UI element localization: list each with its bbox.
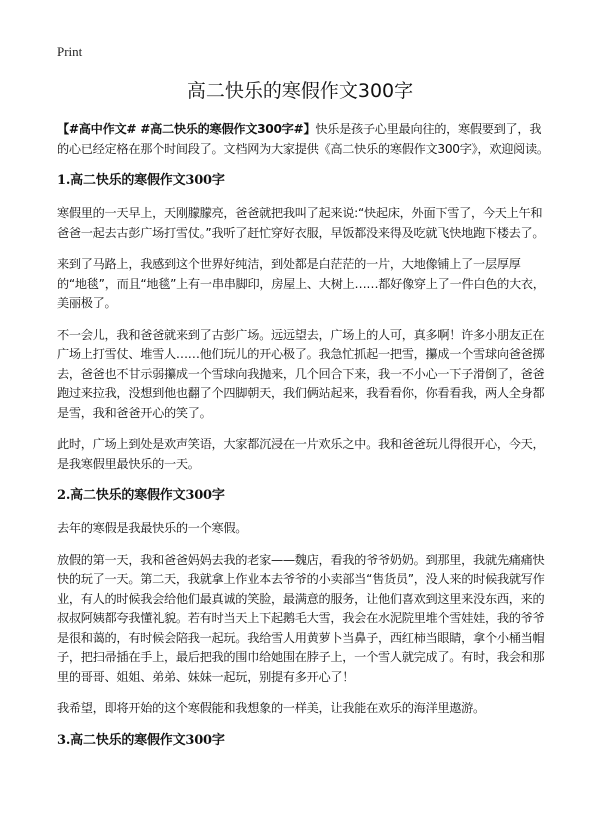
paragraph: 我希望，即将开始的这个寒假能和我想象的一样美，让我能在欢乐的海洋里遨游。 (57, 701, 485, 715)
paragraph: 放假的第一天，我和爸爸妈妈去我的老家——魏店，看我的爷爷奶奶。到那里，我就先痛痛快快的玩了一天。第二天，我就拿上作业本去爷爷的小卖部当“售货员”，没人来的时候我就写作业，有人的时候我会给他们最真诚的笑脸，最满意的服务，让他们喜欢到这里来没东西，来的叔叔阿姨都夸我懂礼貌。若有时当天上下起鹅毛大雪，我会在水泥院里堆个雪娃娃，我的爷爷是很和蔼的，有时候会陪我一起玩。我给雪人用黄萝卜当鼻子，西红柿当眼睛，拿个小桶当帽子，把扫帚插在手上，最后把我的围巾给她围在脖子上，一个雪人就完成了。有时，我会和那里的哥哥、姐姐、弟弟、妹妹一起玩，别提有多开心了！ (57, 552, 545, 684)
section-heading-1: 1.高二快乐的寒假作文300字 (57, 173, 225, 188)
paragraph: 去年的寒假是我最快乐的一个寒假。 (57, 521, 248, 535)
intro-paragraph (57, 120, 550, 159)
paragraph: 来到了马路上，我感到这个世界好纯洁，到处都是白茫茫的一片，大地像铺上了一层厚厚的“地毯”，而且“地毯”上有一串串脚印，房屋上、大树上……都好像穿上了一件白色的大衣，美丽极了。 (57, 257, 545, 310)
paragraph: 不一会儿，我和爸爸就来到了古彭广场。远远望去，广场上的人可，真多啊！许多小朋友正在广场上打雪仗、堆雪人……他们玩儿的开心极了。我急忙抓起一把雪，攥成一个雪球向爸爸掷去，爸爸也不甘示弱攥成一个雪球向我抛来，几个回合下来，我一不小心一下子滑倒了，爸爸跑过来拉我，没想到他也翻了个四脚朝天，我们俩站起来，我看看你，你看看我，两人全身都是雪，我和爸爸开心的笑了。 (57, 327, 545, 420)
paragraph: 寒假里的一天早上，天刚朦朦亮，爸爸就把我叫了起来说:“快起床，外面下雪了，今天上午和爸爸一起去古彭广场打雪仗。”我听了赶忙穿好衣服，早饭都没来得及吃就飞快地跑下楼去了。 (57, 206, 545, 240)
intro-text: 快乐是孩子心里最向往的，寒假要到了，我的心已经定格在那个时间段了。文档网为大家提供《高二快乐的寒假作文300字》，欢迎阅读。 (57, 122, 549, 156)
print-link[interactable]: Print (57, 44, 83, 59)
section-heading-2: 2.高二快乐的寒假作文300字 (57, 488, 225, 503)
page-title: 高二快乐的寒假作文300字 (186, 80, 414, 102)
section-heading-3: 3.高二快乐的寒假作文300字 (57, 732, 225, 748)
paragraph: 此时，广场上到处是欢声笑语，大家都沉浸在一片欢乐之中。我和爸爸玩儿得很开心，今天，是我寒假里最快乐的一天。 (57, 437, 545, 471)
intro-tag: 【#高中作文# #高二快乐的寒假作文300字#】 (57, 122, 316, 136)
article-body (57, 120, 550, 764)
